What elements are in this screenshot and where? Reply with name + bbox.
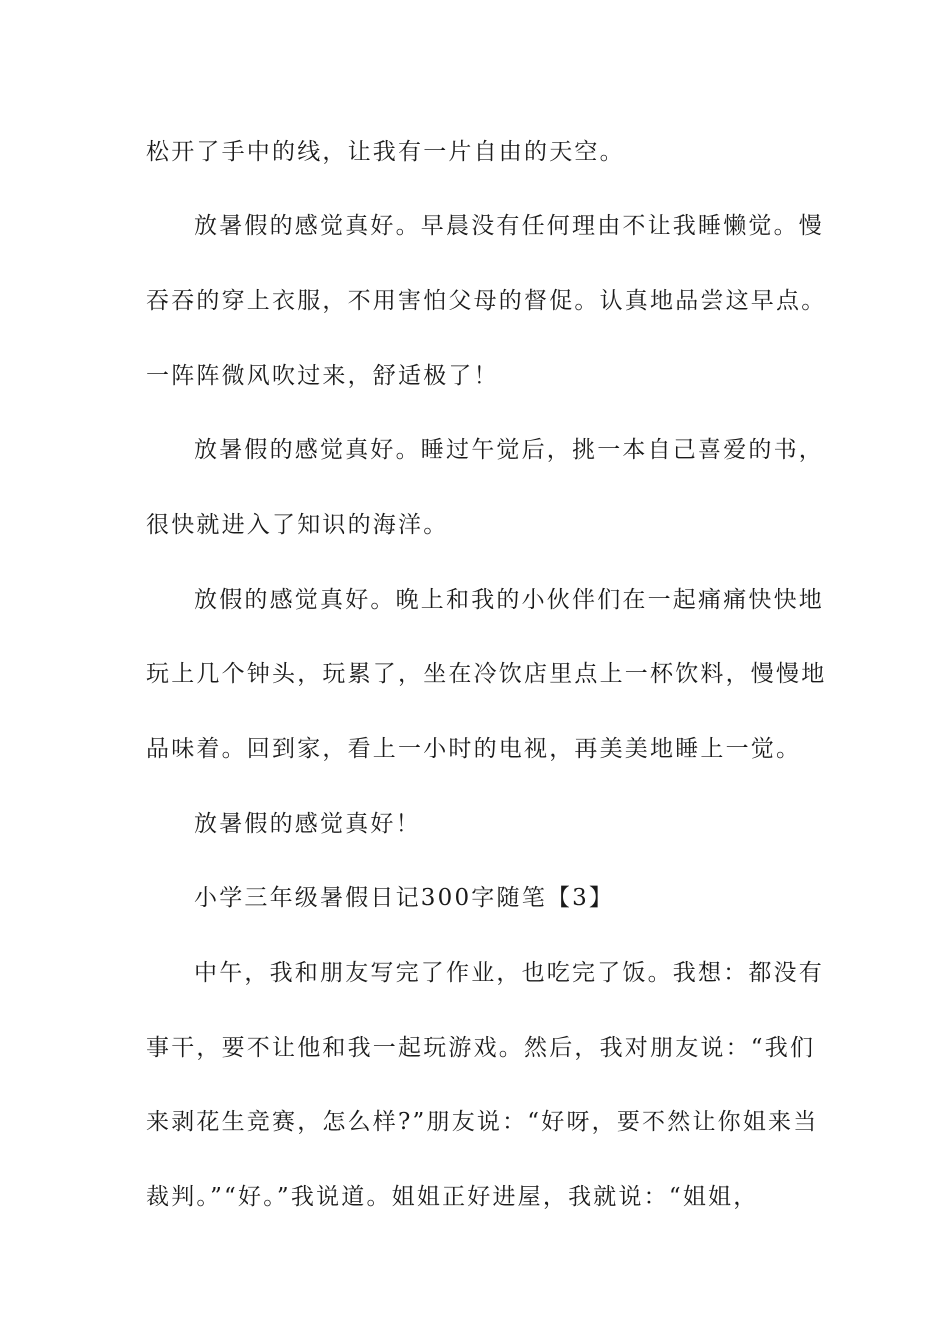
text-line-13: 事干，要不让他和我一起玩游戏。然后，我对朋友说：“我们 [146,1035,816,1061]
text-line-4: 一阵阵微风吹过来，舒适极了！ [146,363,499,389]
text-line-2: 放暑假的感觉真好。早晨没有任何理由不让我睡懒觉。慢 [194,213,824,239]
text-line-14: 来剥花生竞赛，怎么样?”朋友说：“好呀，要不然让你姐来当 [146,1109,819,1135]
text-line-3: 吞吞的穿上衣服，不用害怕父母的督促。认真地品尝这早点。 [146,288,827,314]
text-line-1: 松开了手中的线，让我有一片自由的天空。 [146,139,625,165]
text-line-5: 放暑假的感觉真好。睡过午觉后，挑一本自己喜爱的书， [194,437,824,463]
text-line-9: 品味着。回到家，看上一小时的电视，再美美地睡上一觉。 [146,736,802,762]
text-line-15: 裁判。”“好。”我说道。姐姐正好进屋，我就说：“姐姐， [146,1184,759,1210]
text-line-12: 中午，我和朋友写完了作业，也吃完了饭。我想：都没有 [194,960,824,986]
text-line-7: 放假的感觉真好。晚上和我的小伙伴们在一起痛痛快快地 [194,587,824,613]
text-line-6: 很快就进入了知识的海洋。 [146,512,449,538]
text-line-10: 放暑假的感觉真好！ [194,811,421,837]
text-line-8: 玩上几个钟头，玩累了，坐在冷饮店里点上一杯饮料，慢慢地 [146,661,827,687]
section-heading: 小学三年级暑假日记300字随笔【3】 [194,885,615,911]
